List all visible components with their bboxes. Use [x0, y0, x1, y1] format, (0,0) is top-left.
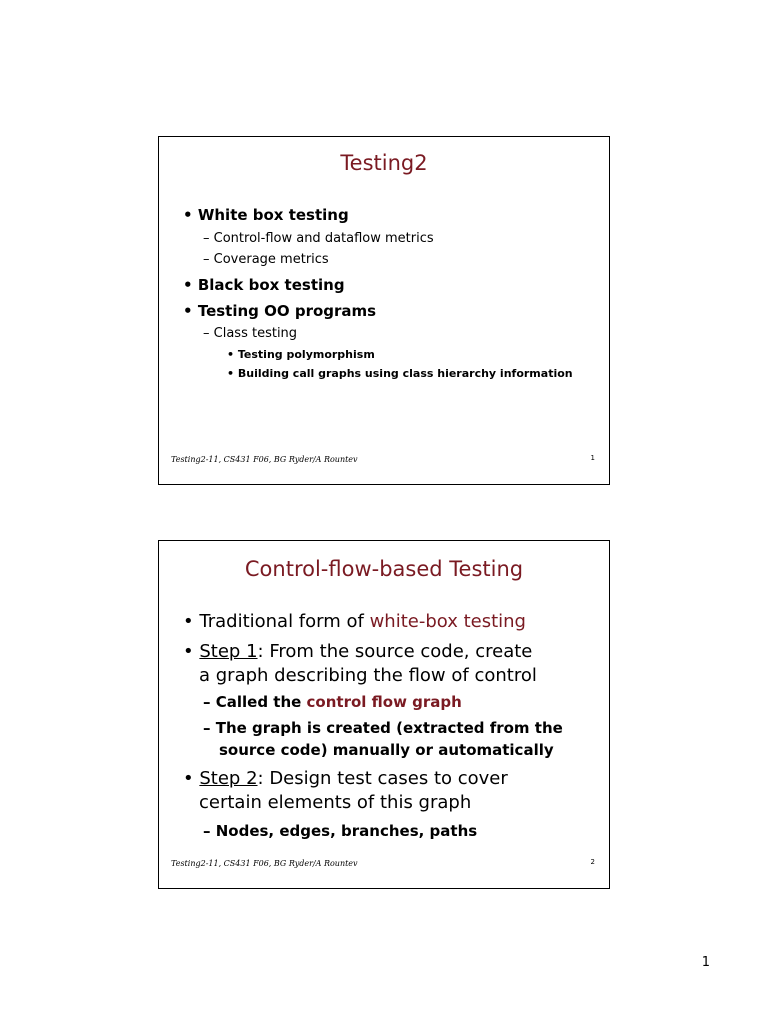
- sub-bullet-item: [203, 693, 462, 711]
- slide-footer: Testing2-11, CS431 F06, BG Ryder/A Rountev: [171, 859, 358, 868]
- step-label: Step 1: [199, 641, 258, 662]
- bullet-marker: •: [183, 768, 194, 789]
- bullet-marker: •: [183, 206, 193, 224]
- bullet-text: Control-flow and dataflow metrics: [213, 231, 434, 246]
- sub-sub-bullet-item: [227, 367, 573, 380]
- bullet-text: Testing OO programs: [197, 302, 377, 320]
- step-label: Step 2: [199, 768, 258, 789]
- bullet-text: Black box testing: [197, 276, 345, 294]
- sub-bullet-item: [203, 719, 563, 737]
- sub-bullet-item: [203, 822, 477, 840]
- page-number: 1: [701, 955, 710, 970]
- bullet-item: [183, 768, 508, 789]
- sub-bullet-item: [203, 252, 329, 267]
- highlight-text: white-box testing: [369, 611, 526, 632]
- bullet-text: Class testing: [213, 326, 298, 341]
- bullet-continuation: a graph describing the flow of control: [199, 665, 537, 686]
- bullet-text: Coverage metrics: [213, 252, 329, 267]
- bullet-marker: –: [203, 231, 210, 246]
- bullet-marker: –: [203, 719, 211, 737]
- slide-footer: Testing2-11, CS431 F06, BG Ryder/A Rountev: [171, 455, 358, 464]
- bullet-text: Building call graphs using class hierarchy information: [237, 367, 573, 380]
- bullet-continuation: certain elements of this graph: [199, 792, 472, 813]
- sub-sub-bullet-item: [227, 348, 375, 361]
- bullet-marker: –: [203, 822, 211, 840]
- bullet-text: White box testing: [197, 206, 349, 224]
- bullet-item: [183, 276, 345, 294]
- bullet-text: Traditional form of: [199, 611, 370, 632]
- bullet-marker: –: [203, 252, 210, 267]
- bullet-text: The graph is created (extracted from the: [215, 719, 563, 737]
- bullet-text: Nodes, edges, branches, paths: [215, 822, 478, 840]
- slide-title: Control-flow-based Testing: [244, 557, 524, 581]
- bullet-marker: –: [203, 693, 211, 711]
- bullet-marker: •: [183, 276, 193, 294]
- bullet-text: : Design test cases to cover: [257, 768, 508, 789]
- bullet-marker: •: [183, 611, 194, 632]
- slide-2: [158, 540, 610, 889]
- bullet-marker: •: [183, 302, 193, 320]
- slide-number: 1: [590, 454, 595, 462]
- bullet-marker: •: [183, 641, 194, 662]
- bullet-item: [183, 206, 349, 224]
- bullet-marker: •: [227, 348, 235, 361]
- bullet-marker: –: [203, 326, 210, 341]
- bullet-item: [183, 302, 376, 320]
- sub-bullet-item: [203, 326, 297, 341]
- slide-number: 2: [590, 858, 595, 866]
- slide-1: [158, 136, 610, 485]
- highlight-text: control flow graph: [306, 693, 462, 711]
- sub-bullet-continuation: source code) manually or automatically: [219, 741, 554, 759]
- bullet-item: [183, 611, 526, 632]
- bullet-text: : From the source code, create: [257, 641, 533, 662]
- bullet-text: Testing polymorphism: [237, 348, 375, 361]
- slide-title: Testing2: [340, 151, 428, 175]
- bullet-item: [183, 641, 532, 662]
- sub-bullet-item: [203, 231, 434, 246]
- bullet-marker: •: [227, 367, 235, 380]
- bullet-text: Called the: [215, 693, 307, 711]
